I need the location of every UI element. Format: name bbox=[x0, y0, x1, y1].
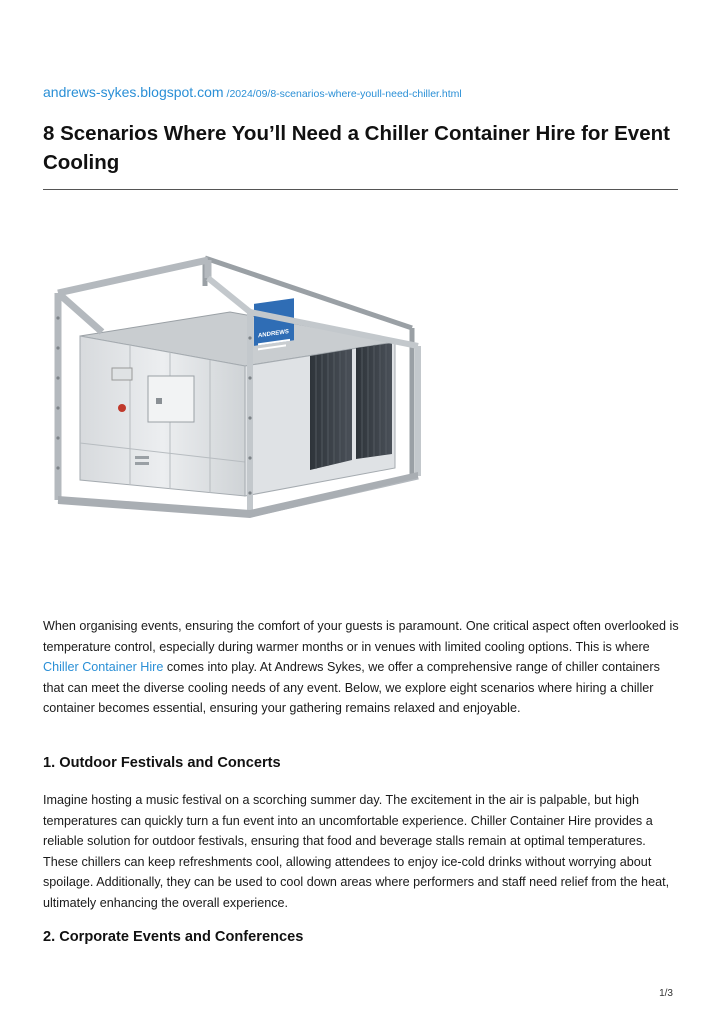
chiller-container-image bbox=[40, 248, 440, 518]
intro-paragraph bbox=[43, 616, 683, 719]
source-domain-link[interactable]: andrews-sykes.blogspot.com bbox=[43, 84, 224, 100]
intro-text-end: comes into play. At Andrews Sykes, we offer a comprehensive range of chiller containers that can meet the diverse cooling needs of any event. Below, we explore eight scenarios where hiring a chiller container becomes essential, ensuring your gathering remains relaxed and enjoyable. bbox=[43, 660, 660, 715]
title-divider bbox=[43, 189, 678, 190]
section-heading-corporate-events: 2. Corporate Events and Conferences bbox=[43, 929, 304, 945]
article-title: 8 Scenarios Where You’ll Need a Chiller Container Hire for Event Cooling bbox=[43, 122, 670, 174]
page-number: 1/3 bbox=[659, 988, 673, 999]
brand-label-text: ANDREWS bbox=[258, 329, 289, 340]
source-url[interactable] bbox=[43, 84, 462, 102]
section-heading-outdoor-festivals: 1. Outdoor Festivals and Concerts bbox=[43, 755, 281, 771]
chiller-container-hire-link[interactable]: Chiller Container Hire bbox=[43, 660, 164, 674]
source-path-link[interactable]: /2024/09/8-scenarios-where-youll-need-chiller.html bbox=[226, 88, 462, 100]
section-body-outdoor-festivals: Imagine hosting a music festival on a scorching summer day. The excitement in the air is palpable, but high temperatures can quickly turn a fun event into an uncomfortable experience. Chiller Container Hire provides a reliable solution for outdoor festivals, ensuring that food and beverage stalls remain at optimal temperatures. These chillers can keep refreshments cool, allowing attendees to enjoy ice-cold drinks without worrying about spoilage. Additionally, they can be used to cool down areas where performers and staff need relief from the heat, ultimately enhancing the overall experience. bbox=[43, 793, 670, 910]
intro-text-start: When organising events, ensuring the comfort of your guests is paramount. One critical aspect often overlooked is temperature control, especially during warmer months or in venues with limited cooling options. This is where bbox=[43, 619, 679, 654]
control-box bbox=[148, 376, 194, 422]
